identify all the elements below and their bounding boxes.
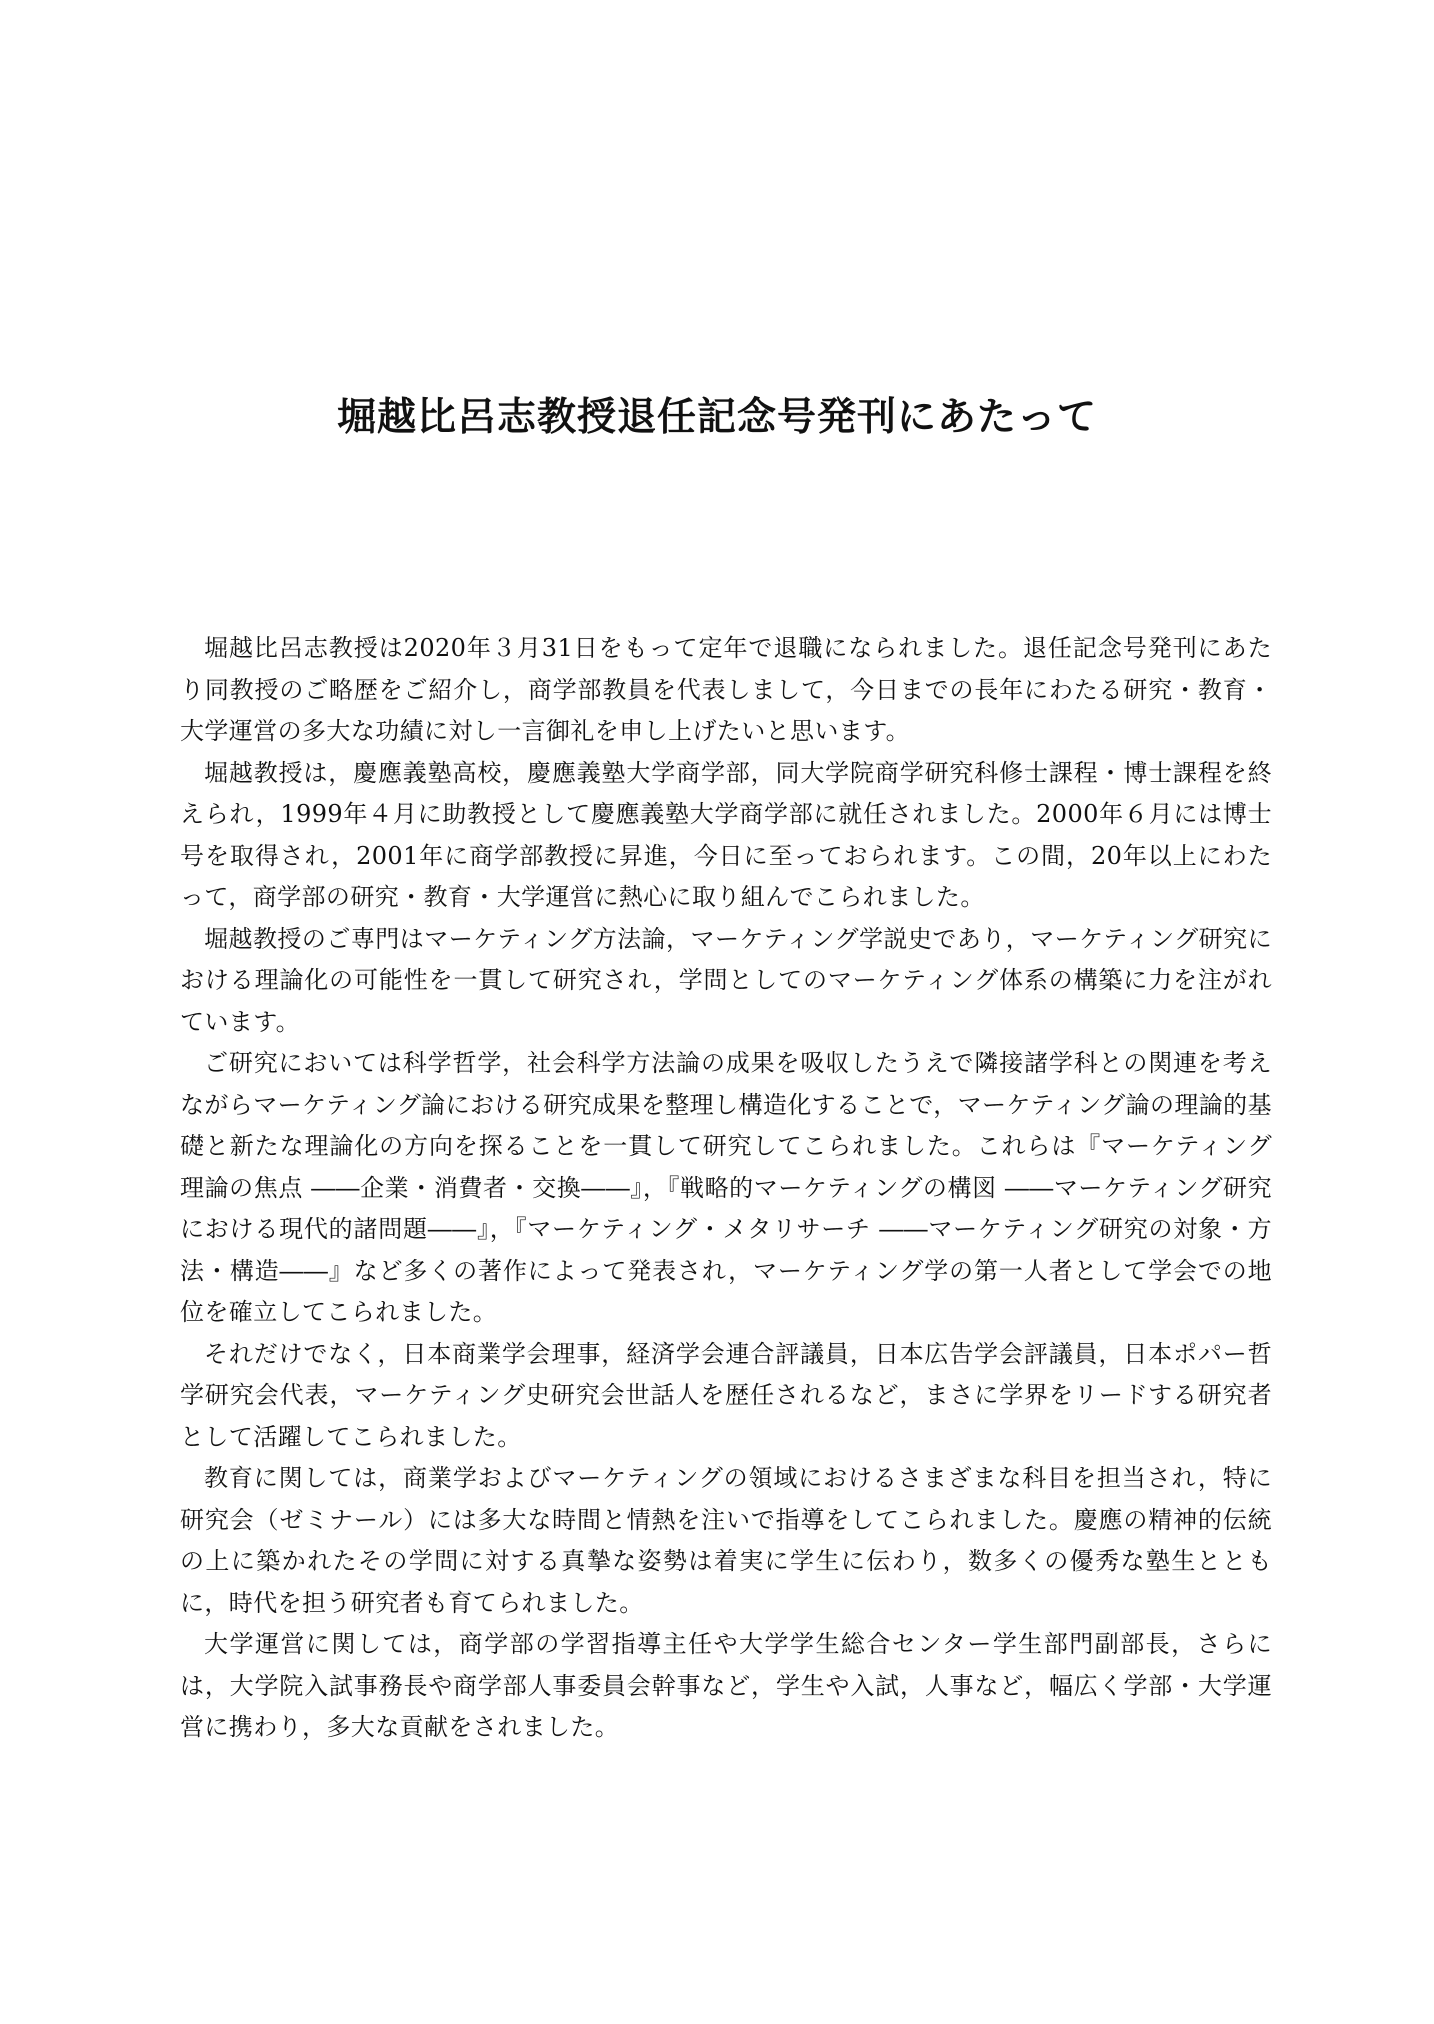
- paragraph-career: 堀越教授は，慶應義塾高校，慶應義塾大学商学部，同大学院商学研究科修士課程・博士課程を終えられ，1999年４月に助教授として慶應義塾大学商学部に就任されました。2000年６月には博士号を取得され，2001年に商学部教授に昇進，今日に至っておられます。この間，20年以上にわたって，商学部の研究・教育・大学運営に熱心に取り組んでこられました。: [180, 758, 1272, 911]
- paragraph-academic-roles: それだけでなく，日本商業学会理事，経済学会連合評議員，日本広告学会評議員，日本ポパー哲学研究会代表，マーケティング史研究会世話人を歴任されるなど，まさに学界をリードする研究者として活躍してこられました。: [180, 1339, 1272, 1451]
- page-title: 堀越比呂志教授退任記念号発刊にあたって: [336, 394, 1097, 440]
- paragraph-retirement: 堀越比呂志教授は2020年３月31日をもって定年で退職になられました。退任記念号発刊にあたり同教授のご略歴をご紹介し，商学部教員を代表しまして，今日までの長年にわたる研究・教育・大学運営の多大な功績に対し一言御礼を申し上げたいと思います。: [180, 634, 1272, 745]
- article-body: [180, 628, 1272, 1749]
- paragraph-administration: 大学運営に関しては，商学部の学習指導主任や大学学生総合センター学生部門副部長，さらには，大学院入試事務長や商学部人事委員会幹事など，学生や入試，人事など，幅広く学部・大学運営に携わり，多大な貢献をされました。: [180, 1630, 1272, 1741]
- paragraph-specialty: 堀越教授のご専門はマーケティング方法論，マーケティング学説史であり，マーケティング研究における理論化の可能性を一貫して研究され，学問としてのマーケティング体系の構築に力を注がれています。: [180, 924, 1272, 1036]
- paragraph-education: 教育に関しては，商業学およびマーケティングの領域におけるさまざまな科目を担当され，特に研究会（ゼミナール）には多大な時間と情熱を注いで指導をしてこられました。慶應の精神的伝統の上に築かれたその学問に対する真摯な姿勢は着実に学生に伝わり，数多くの優秀な塾生とともに，時代を担う研究者も育てられました。: [180, 1464, 1272, 1617]
- paragraph-research: ご研究においては科学哲学，社会科学方法論の成果を吸収したうえで隣接諸学科との関連を考えながらマーケティング論における研究成果を整理し構造化することで，マーケティング論の理論的基礎と新たな理論化の方向を探ることを一貫して研究してこられました。これらは『マーケティング理論の焦点 ――企業・消費者・交換――』，『戦略的マーケティングの構図 ――マーケティング研究における現代的諸問題――』，『マーケティング・メタリサーチ ――マーケティング研究の対象・方法・構造――』など多くの著作によって発表され，マーケティング学の第一人者として学会での地位を確立してこられました。: [180, 1049, 1272, 1326]
